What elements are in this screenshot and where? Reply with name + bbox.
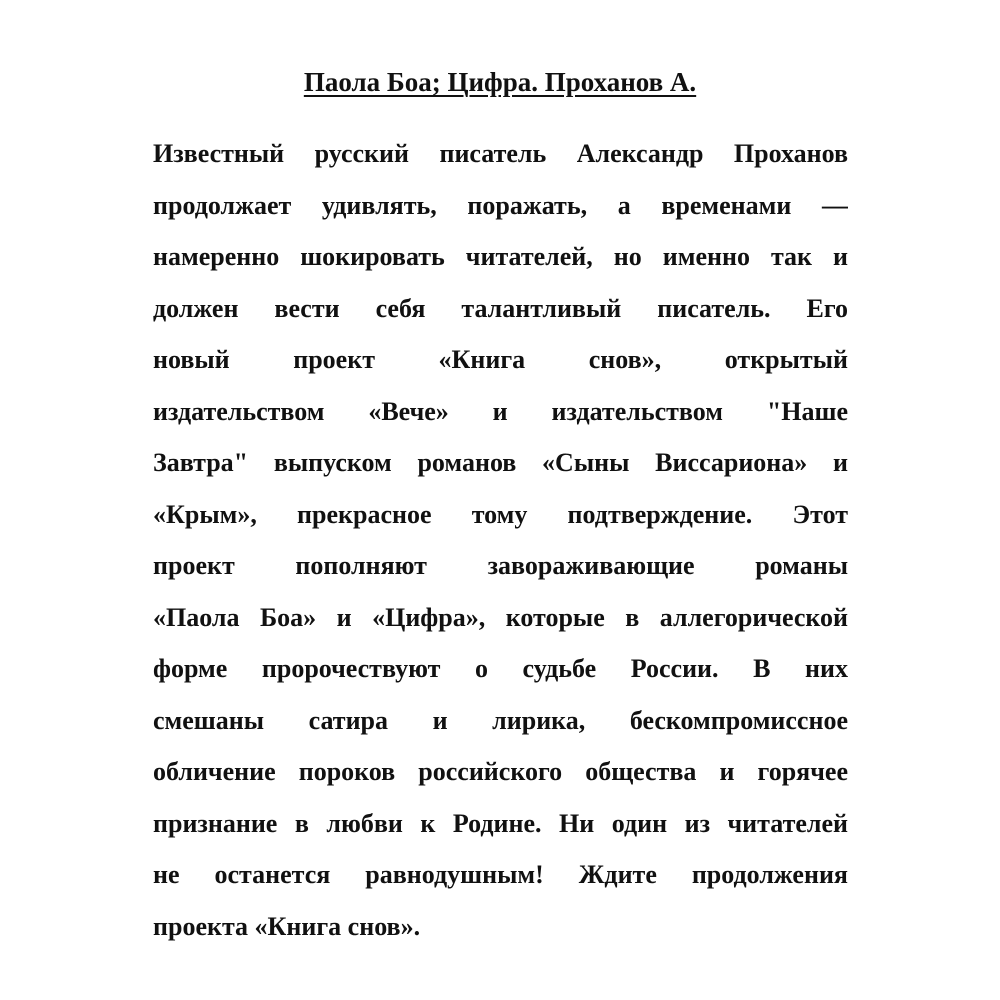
paragraph-line: проект пополняют завораживающие романы <box>153 551 848 580</box>
paragraph-line: намеренно шокировать читателей, но именно так и <box>153 242 848 271</box>
paragraph-line: «Крым», прекрасное тому подтверждение. Этот <box>153 499 848 529</box>
page-title-text: Паола Боа; Цифра. Проханов А. <box>303 67 697 97</box>
paragraph-line: Завтра" выпуском романов «Сыны Виссариона» и <box>153 448 848 477</box>
paragraph-line: новый проект «Книга снов», открытый <box>153 345 848 374</box>
paragraph-line: не останется равнодушным! Ждите продолжения <box>153 860 848 889</box>
paragraph-line: смешаны сатира и лирика, бескомпромиссное <box>153 705 848 735</box>
paragraph-line: проекта «Книга снов». <box>153 911 421 941</box>
page-title <box>0 64 1000 100</box>
paragraph-line: продолжает удивлять, поражать, а временами — <box>153 190 848 220</box>
paragraph-line: «Паола Боа» и «Цифра», которые в аллегорической <box>153 602 848 632</box>
paragraph-line: обличение пороков российского общества и горячее <box>153 757 848 786</box>
paragraph-line: должен вести себя талантливый писатель. Его <box>153 293 848 323</box>
body-paragraph <box>153 128 848 952</box>
paragraph-line: издательством «Вече» и издательством "Наше <box>153 396 848 426</box>
paragraph-line: признание в любви к Родине. Ни один из читателей <box>153 808 848 838</box>
paragraph-line: форме пророчествуют о судьбе России. В них <box>153 654 848 683</box>
paragraph-line: Известный русский писатель Александр Проханов <box>153 139 848 168</box>
